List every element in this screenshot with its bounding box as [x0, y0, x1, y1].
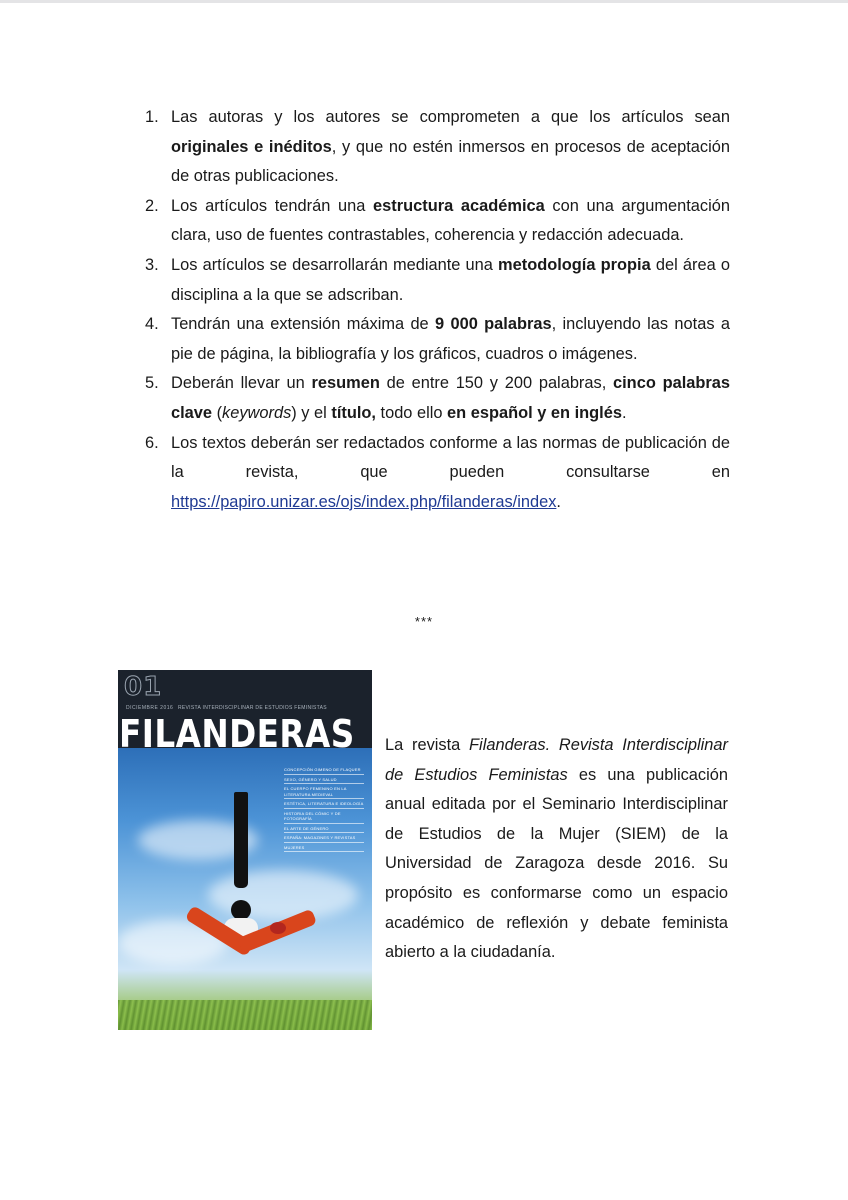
- list-number: 3.: [145, 255, 159, 274]
- cover-contents-item: SEXO, GÉNERO Y SALUD: [284, 776, 364, 785]
- list-text: , y que no estén inmersos en procesos de aceptación de otras publicaciones.: [171, 137, 730, 186]
- list-text-bold: en español y en inglés: [447, 403, 622, 422]
- list-item: [140, 103, 730, 192]
- list-text: del área o disciplina a la que se adscriban.: [171, 255, 730, 304]
- list-item: [140, 192, 730, 251]
- list-item: [140, 251, 730, 310]
- cover-masthead: FILANDERAS: [119, 712, 355, 756]
- cover-contents: [284, 766, 364, 853]
- list-item: [140, 310, 730, 369]
- list-text: ) y el: [291, 403, 332, 422]
- requirements-list: [140, 103, 730, 517]
- list-text: Los artículos se desarrollarán mediante una: [171, 255, 499, 274]
- list-text: , incluyendo las notas a pie de página, la bibliografía y los gráficos, cuadros o imágenes.: [171, 315, 730, 363]
- list-item: [140, 369, 730, 428]
- list-text: con una argumentación clara, uso de fuentes contrastables, coherencia y redacción adecuada.: [171, 196, 730, 245]
- cover-contents-item: CONCEPCIÓN GIMENO DE FLAQUER: [284, 766, 364, 775]
- list-text-bold: estructura académica: [373, 196, 545, 215]
- list-text-bold: título,: [331, 403, 376, 422]
- cover-subtitle: REVISTA INTERDISCIPLINAR DE ESTUDIOS FEMINISTAS: [178, 705, 327, 711]
- list-text-bold: cinco palabras clave: [171, 374, 730, 422]
- cover-contents-item: EL ARTE DE GÉNERO: [284, 825, 364, 834]
- list-text: Los textos deberán ser redactados conforme a las normas de publicación de la revista, que pueden consultarse en: [171, 433, 730, 482]
- list-number: 6.: [145, 433, 159, 452]
- list-text-bold: 9 000 palabras: [435, 315, 552, 334]
- cover-contents-item: MUJERES: [284, 844, 364, 853]
- list-text: .: [621, 403, 627, 422]
- list-text: (: [212, 403, 223, 422]
- list-text: Deberán llevar un: [171, 374, 312, 393]
- list-number: 4.: [145, 315, 159, 334]
- magazine-cover-image: [118, 670, 372, 1030]
- cover-date: DICIEMBRE 2016: [126, 705, 174, 711]
- list-number: 5.: [145, 374, 159, 393]
- journal-link[interactable]: https://papiro.unizar.es/ojs/index.php/filanderas/index: [171, 492, 557, 511]
- list-text: Los artículos tendrán una: [171, 196, 374, 215]
- list-text: todo ello: [375, 403, 448, 422]
- description-text: La revista: [385, 736, 470, 754]
- exclamation-icon: [234, 792, 248, 888]
- cover-issue-number: 01: [124, 672, 163, 702]
- list-text: de entre 150 y 200 palabras,: [379, 374, 614, 393]
- top-border: [0, 0, 848, 3]
- cover-contents-item: EL CUERPO FEMENINO EN LA LITERATURA MEDIEVAL: [284, 785, 364, 799]
- list-text-bold: resumen: [311, 374, 380, 393]
- list-item: [140, 429, 730, 518]
- list-text-bold: originales e inéditos: [171, 137, 332, 156]
- list-text-bold: metodología propia: [498, 255, 651, 274]
- description-journal-title: Filanderas. Revista Interdisciplinar de Estudios Feministas: [385, 736, 728, 784]
- list-text: Las autoras y los autores se comprometen a que los artículos sean: [171, 108, 730, 126]
- list-number: 1.: [145, 108, 159, 126]
- section-separator: ***: [414, 614, 434, 629]
- journal-description: [385, 731, 728, 968]
- description-text: es una publicación anual editada por el Seminario Interdisciplinar de Estudios de la Mujer (SIEM) de la Universidad de Zaragoza desde 2016. Su propósito es conformarse como un espacio académico de reflexión y debate feminista abierto a la ciudadanía.: [385, 765, 728, 962]
- list-text-italic: keywords: [222, 403, 292, 422]
- exclamation-dot-icon: [231, 900, 251, 920]
- jumping-person-hat: [270, 922, 286, 934]
- list-number: 2.: [145, 196, 159, 215]
- list-text: Tendrán una extensión máxima de: [171, 315, 436, 334]
- cover-contents-item: ESPAÑA: MAGAZINES Y REVISTAS: [284, 834, 364, 843]
- cover-contents-item: ESTÉTICA, LITERATURA E IDEOLOGÍA: [284, 800, 364, 809]
- cover-contents-item: HISTORIA DEL CÓMIC Y DE FOTOGRAFÍA: [284, 810, 364, 824]
- list-text: .: [556, 492, 561, 511]
- cover-grass: [118, 1000, 372, 1030]
